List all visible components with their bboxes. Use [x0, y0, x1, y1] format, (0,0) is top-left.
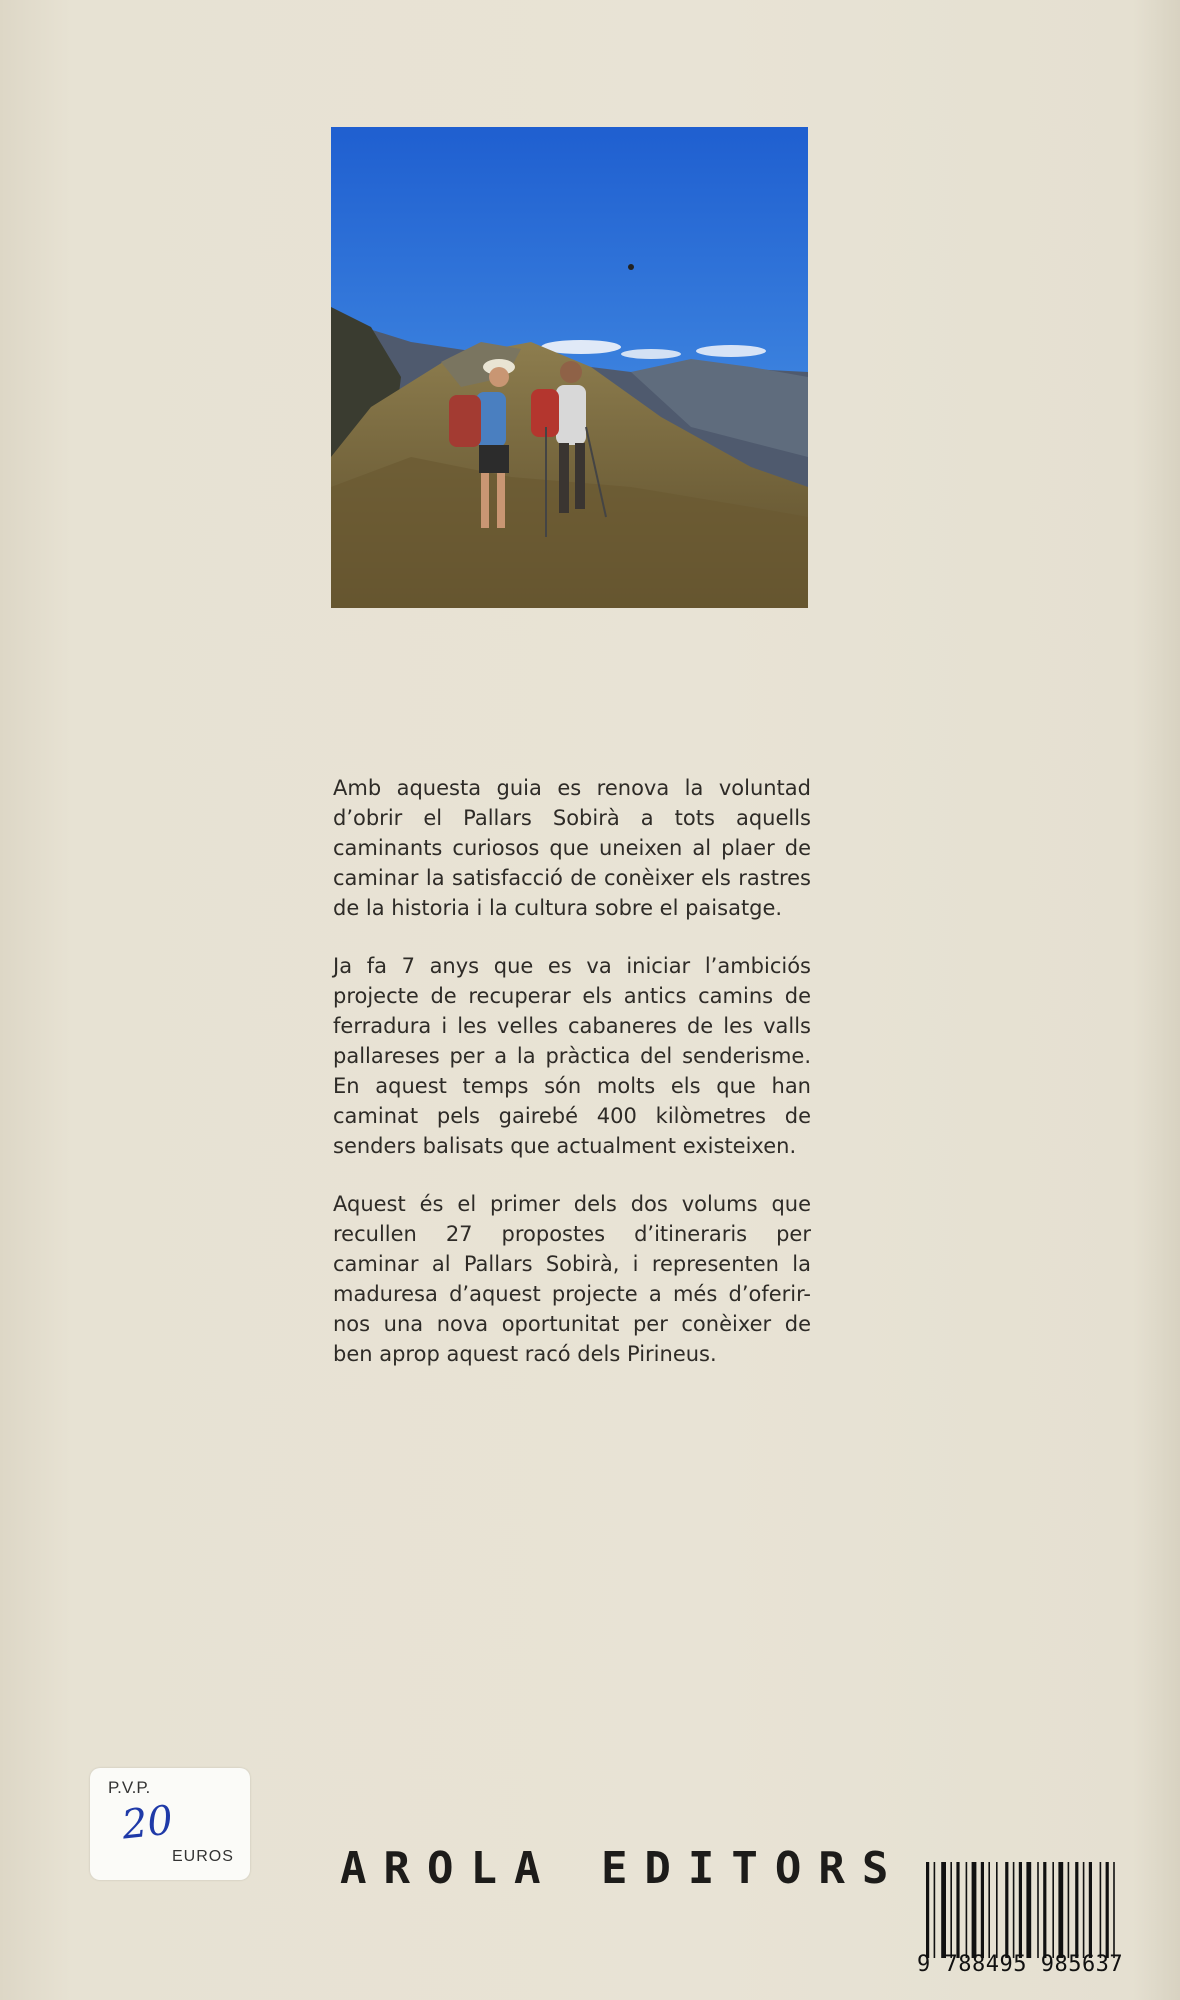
barcode-bar — [988, 1862, 990, 1958]
description-paragraph: Ja fa 7 anys que es va iniciar l’ambiciós projecte de recuperar els antics camins de ferradura i les velles cabaneres de les valls pallareses per a la pràctica del senderisme. En aquest temps són molts els que han caminat pels gairebé 400 kilòmetres de senders balisats que actualment existeixen. — [333, 954, 811, 1158]
description-text — [333, 773, 811, 1397]
hikers-photo — [331, 127, 808, 608]
barcode-bar — [981, 1862, 984, 1958]
barcode-bar — [1106, 1862, 1109, 1958]
price-sticker — [90, 1768, 250, 1880]
barcode-bar — [1113, 1862, 1115, 1958]
barcode-bar — [1043, 1862, 1046, 1958]
barcode-bar — [1068, 1862, 1070, 1958]
mountain-photo-image — [331, 127, 808, 608]
publisher-name: AROLA EDITORS — [340, 1843, 906, 1894]
barcode-bar — [956, 1862, 959, 1958]
barcode-bar — [950, 1862, 952, 1958]
barcode-bar — [1058, 1862, 1063, 1958]
barcode-bar — [1075, 1862, 1078, 1958]
barcode-bar — [1013, 1862, 1015, 1958]
barcode-bar — [1089, 1862, 1092, 1958]
barcode-bar — [966, 1862, 968, 1958]
barcode-bar — [1083, 1862, 1085, 1958]
barcode-bar — [996, 1862, 998, 1958]
barcode-bar — [926, 1862, 929, 1958]
pvp-label: P.V.P. — [108, 1778, 151, 1797]
barcode-bar — [972, 1862, 977, 1958]
price-value: 20 — [119, 1797, 176, 1849]
barcode-bar — [1037, 1862, 1039, 1958]
isbn-number: 9 788495 985637 — [917, 1952, 1124, 1977]
description-paragraph: Amb aquesta guia es renova la voluntad d’obrir el Pallars Sobirà a tots aquells caminants curiosos que uneixen al plaer de caminar la satisfacció de conèixer els rastres de la historia i la cultura sobre el paisatge. — [333, 776, 811, 920]
barcode-bar — [1052, 1862, 1054, 1958]
barcode-bar — [941, 1862, 946, 1958]
barcode-bar — [1026, 1862, 1031, 1958]
barcode-bar — [1019, 1862, 1022, 1958]
description-paragraph: Aquest és el primer dels dos volums que recullen 27 propostes d’itineraris per caminar al Pallars Sobirà, i representen la maduresa d’aquest projecte a més d’oferir-nos una nova oportunitat per conèixer de ben aprop aquest racó dels Pirineus. — [333, 1192, 811, 1366]
barcode-bar — [1100, 1862, 1102, 1958]
barcode-bar — [934, 1862, 936, 1958]
barcode-bar — [1005, 1862, 1008, 1958]
currency-label: EUROS — [172, 1848, 234, 1865]
